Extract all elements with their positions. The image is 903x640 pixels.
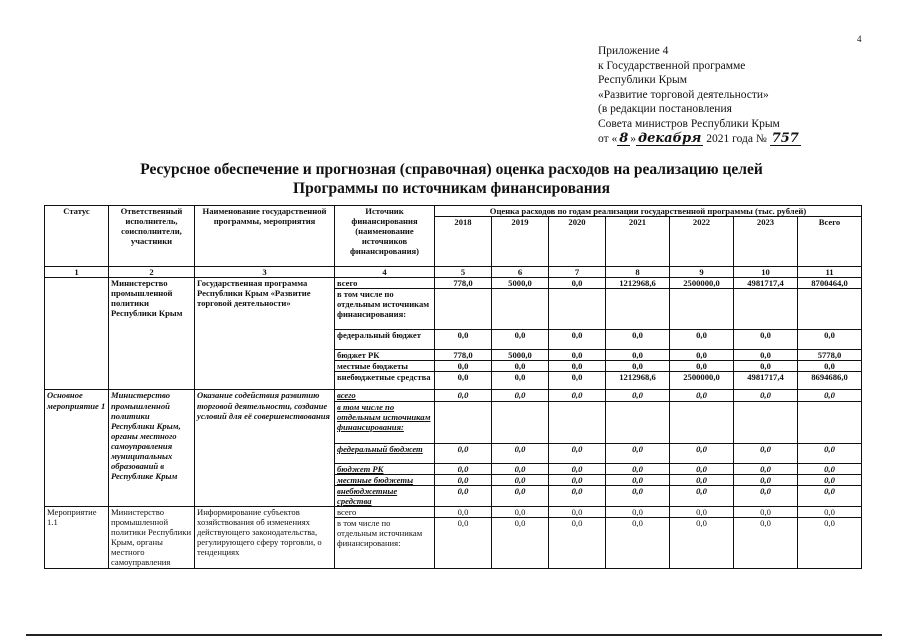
cell-name: Государственная программа Республики Крым «Развитие торговой деятельности» <box>195 278 335 390</box>
cell-executor: Министерство промышленной политики Республики Крым, органы местного самоуправления <box>109 506 195 568</box>
handwritten-number: 757 <box>771 130 799 146</box>
cell-value <box>670 289 734 330</box>
cell-value <box>734 401 798 443</box>
col-number: 8 <box>606 267 670 278</box>
cell-value: 1212968,6 <box>606 278 670 289</box>
col-number: 7 <box>549 267 606 278</box>
cell-source: бюджет РК <box>335 350 435 361</box>
col-number: 2 <box>109 267 195 278</box>
cell-source: бюджет РК <box>335 463 435 474</box>
cell-value: 0,0 <box>435 372 492 390</box>
cell-value: 0,0 <box>798 361 862 372</box>
cell-value: 0,0 <box>798 443 862 463</box>
table-row <box>45 390 862 401</box>
annex-line: Приложение 4 <box>598 45 669 57</box>
cell-value: 0,0 <box>435 518 492 568</box>
cell-value: 0,0 <box>492 443 549 463</box>
cell-value: 0,0 <box>798 485 862 506</box>
handwritten-month: декабря <box>638 130 702 146</box>
cell-value: 0,0 <box>606 443 670 463</box>
header-executor: Ответственный исполнитель, соисполнители, участники <box>109 206 195 267</box>
cell-value <box>670 401 734 443</box>
cell-value: 0,0 <box>606 350 670 361</box>
cell-value: 0,0 <box>435 361 492 372</box>
cell-value: 0,0 <box>435 506 492 517</box>
header-year: 2022 <box>670 217 734 267</box>
header-year: 2023 <box>734 217 798 267</box>
cell-status: Основное мероприятие 1 <box>45 390 109 506</box>
cell-value: 0,0 <box>435 390 492 401</box>
cell-source: местные бюджеты <box>335 361 435 372</box>
annex-block <box>598 44 801 146</box>
cell-value: 0,0 <box>549 330 606 350</box>
cell-executor: Министерство промышленной политики Республики Крым, органы местного самоуправления муниципальных образований в Республике Крым <box>109 390 195 506</box>
cell-value: 5000,0 <box>492 350 549 361</box>
cell-value: 0,0 <box>670 463 734 474</box>
cell-name: Оказание содействия развитию торговой деятельности, создание условий для её совершенствования <box>195 390 335 506</box>
cell-value: 0,0 <box>492 485 549 506</box>
cell-value: 0,0 <box>606 361 670 372</box>
annex-date-line <box>598 132 801 147</box>
annex-line: Совета министров Республики Крым <box>598 117 780 130</box>
cell-value: 0,0 <box>549 372 606 390</box>
cell-value: 0,0 <box>734 474 798 485</box>
cell-value: 5000,0 <box>492 278 549 289</box>
cell-value: 8700464,0 <box>798 278 862 289</box>
cell-value: 0,0 <box>492 474 549 485</box>
cell-value <box>798 289 862 330</box>
cell-source: в том числе по отдельным источникам финансирования: <box>335 518 435 568</box>
cell-value: 4981717,4 <box>734 278 798 289</box>
cell-value <box>549 289 606 330</box>
cell-source: всего <box>335 506 435 517</box>
cell-value: 0,0 <box>798 390 862 401</box>
cell-value: 4981717,4 <box>734 372 798 390</box>
cell-value: 0,0 <box>670 506 734 517</box>
date-year: 2021 года № <box>706 132 767 145</box>
cell-value: 0,0 <box>549 361 606 372</box>
cell-value: 0,0 <box>670 443 734 463</box>
annex-line: к Государственной программе <box>598 59 746 72</box>
cell-value: 0,0 <box>549 350 606 361</box>
cell-value: 0,0 <box>492 372 549 390</box>
cell-value: 0,0 <box>734 485 798 506</box>
header-year: 2018 <box>435 217 492 267</box>
header-year: 2021 <box>606 217 670 267</box>
cell-value <box>549 401 606 443</box>
cell-source: федеральный бюджет <box>335 330 435 350</box>
cell-value: 0,0 <box>606 463 670 474</box>
cell-value: 0,0 <box>670 350 734 361</box>
cell-value: 0,0 <box>549 518 606 568</box>
cell-name: Информирование субъектов хозяйствования об изменениях действующего законодательства, регулирующего сферу торговли, о тенденциях <box>195 506 335 568</box>
cell-value: 0,0 <box>606 485 670 506</box>
cell-value: 0,0 <box>734 518 798 568</box>
handwritten-day: 8 <box>619 130 629 146</box>
cell-value: 0,0 <box>734 330 798 350</box>
cell-status <box>45 278 109 390</box>
cell-value: 0,0 <box>606 506 670 517</box>
financing-table <box>44 205 862 569</box>
cell-value: 0,0 <box>549 506 606 517</box>
cell-value: 0,0 <box>549 463 606 474</box>
cell-value: 0,0 <box>606 518 670 568</box>
cell-value: 0,0 <box>549 443 606 463</box>
date-mid: » <box>630 132 637 145</box>
cell-source: в том числе по отдельным источникам финансирования: <box>335 289 435 330</box>
annex-line: (в редакции постановления <box>598 103 732 116</box>
header-year: Всего <box>798 217 862 267</box>
cell-source: всего <box>335 278 435 289</box>
col-number: 6 <box>492 267 549 278</box>
cell-value: 1212968,6 <box>606 372 670 390</box>
cell-value: 0,0 <box>670 330 734 350</box>
header-row <box>45 206 862 217</box>
cell-value <box>435 289 492 330</box>
cell-value: 0,0 <box>670 474 734 485</box>
cell-value: 0,0 <box>798 474 862 485</box>
cell-value: 0,0 <box>549 485 606 506</box>
cell-value: 0,0 <box>435 443 492 463</box>
cell-value: 0,0 <box>492 506 549 517</box>
annex-line: Республики Крым <box>598 74 687 87</box>
cell-value: 0,0 <box>492 518 549 568</box>
cell-value: 0,0 <box>670 390 734 401</box>
cell-status: Мероприятие 1.1 <box>45 506 109 568</box>
cell-source: всего <box>335 390 435 401</box>
cell-value: 0,0 <box>492 390 549 401</box>
cell-value: 0,0 <box>492 463 549 474</box>
cell-value: 0,0 <box>492 330 549 350</box>
title-line-2: Программы по источникам финансирования <box>293 180 610 197</box>
col-number: 4 <box>335 267 435 278</box>
cell-value: 0,0 <box>549 278 606 289</box>
header-estimate: Оценка расходов по годам реализации государственной программы (тыс. рублей) <box>435 206 862 217</box>
cell-value: 778,0 <box>435 350 492 361</box>
cell-value <box>492 289 549 330</box>
column-number-row <box>45 267 862 278</box>
cell-value: 0,0 <box>734 506 798 517</box>
cell-value: 0,0 <box>435 485 492 506</box>
title-line-1: Ресурсное обеспечение и прогнозная (справочная) оценка расходов на реализацию целей <box>140 161 763 178</box>
col-number: 11 <box>798 267 862 278</box>
header-status: Статус <box>45 206 109 267</box>
cell-value <box>435 401 492 443</box>
cell-value: 0,0 <box>798 463 862 474</box>
cell-value: 0,0 <box>734 361 798 372</box>
cell-value: 0,0 <box>670 485 734 506</box>
page-bottom-rule <box>26 634 882 636</box>
cell-source: в том числе по отдельным источникам финансирования: <box>335 401 435 443</box>
cell-value: 0,0 <box>734 390 798 401</box>
table-row <box>45 278 862 289</box>
header-source: Источник финансирования (наименование источников финансирования) <box>335 206 435 267</box>
date-prefix: от « <box>598 132 618 145</box>
table-row <box>45 506 862 517</box>
cell-value: 0,0 <box>670 518 734 568</box>
col-number: 10 <box>734 267 798 278</box>
cell-value <box>606 401 670 443</box>
cell-value <box>798 401 862 443</box>
cell-value: 0,0 <box>435 330 492 350</box>
cell-value: 0,0 <box>606 330 670 350</box>
cell-value: 0,0 <box>435 474 492 485</box>
col-number: 3 <box>195 267 335 278</box>
cell-value <box>606 289 670 330</box>
cell-source: внебюджетные средства <box>335 372 435 390</box>
cell-source: федеральный бюджет <box>335 443 435 463</box>
cell-value: 0,0 <box>492 361 549 372</box>
cell-value: 0,0 <box>549 390 606 401</box>
cell-source: внебюджетные средства <box>335 485 435 506</box>
cell-value: 0,0 <box>734 463 798 474</box>
cell-value: 0,0 <box>435 463 492 474</box>
cell-value: 2500000,0 <box>670 372 734 390</box>
cell-value <box>734 289 798 330</box>
col-number: 9 <box>670 267 734 278</box>
cell-executor: Министерство промышленной политики Республики Крым <box>109 278 195 390</box>
annex-line: «Развитие торговой деятельности» <box>598 88 769 101</box>
cell-source: местные бюджеты <box>335 474 435 485</box>
cell-value: 0,0 <box>798 506 862 517</box>
cell-value: 0,0 <box>734 443 798 463</box>
header-name: Наименование государственной программы, мероприятия <box>195 206 335 267</box>
document-title <box>0 160 903 198</box>
page-number: 4 <box>857 34 862 44</box>
cell-value: 0,0 <box>606 390 670 401</box>
cell-value: 778,0 <box>435 278 492 289</box>
col-number: 5 <box>435 267 492 278</box>
header-year: 2019 <box>492 217 549 267</box>
cell-value: 0,0 <box>798 330 862 350</box>
cell-value: 8694686,0 <box>798 372 862 390</box>
cell-value: 0,0 <box>734 350 798 361</box>
cell-value: 2500000,0 <box>670 278 734 289</box>
cell-value: 0,0 <box>549 474 606 485</box>
col-number: 1 <box>45 267 109 278</box>
cell-value: 0,0 <box>798 518 862 568</box>
cell-value: 0,0 <box>606 474 670 485</box>
cell-value <box>492 401 549 443</box>
cell-value: 0,0 <box>670 361 734 372</box>
cell-value: 5778,0 <box>798 350 862 361</box>
header-year: 2020 <box>549 217 606 267</box>
